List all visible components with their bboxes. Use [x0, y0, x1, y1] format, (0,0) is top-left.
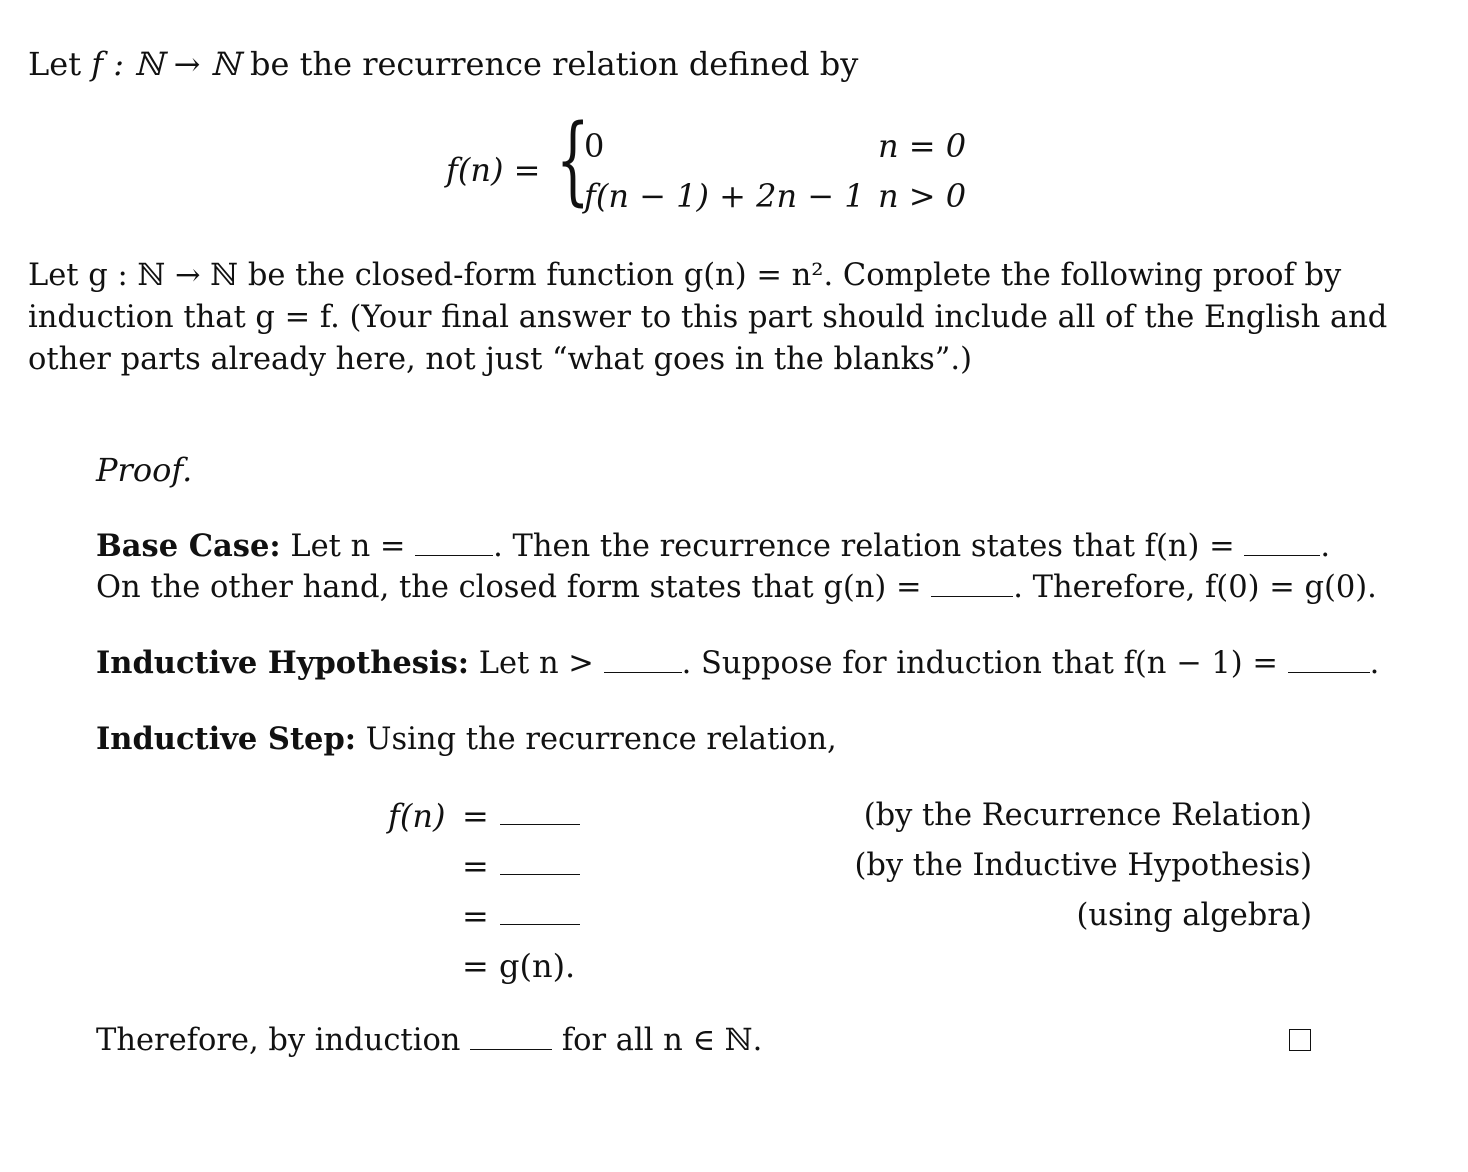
conclusion-text-1: Therefore, by induction	[96, 1023, 461, 1058]
intro-prefix: Let	[28, 45, 82, 83]
base-case-label: Base Case:	[96, 528, 281, 564]
prompt-line-3: other parts already here, not just “what goes in the blanks”.)	[28, 342, 972, 377]
step-text: Using the recurrence relation,	[365, 722, 837, 757]
reason-3: (using algebra)	[1076, 898, 1312, 933]
base-case-text-5: . Therefore, f(0) = g(0).	[1013, 570, 1377, 605]
case1-condition: n = 0	[878, 127, 967, 165]
blank-step-1[interactable]	[500, 800, 580, 825]
conclusion-line	[96, 1021, 762, 1061]
case1-value: 0	[584, 127, 605, 165]
blank-base-f[interactable]	[1244, 531, 1320, 556]
derivation-lhs: f(n)	[388, 797, 446, 835]
intro-line	[28, 44, 858, 84]
blank-step-3[interactable]	[500, 900, 580, 925]
derivation-eq-3: =	[462, 897, 489, 935]
blank-base-g[interactable]	[931, 572, 1013, 597]
hypothesis-text-1: Let n >	[478, 646, 594, 681]
base-case-line-1	[96, 526, 1330, 567]
reason-2: (by the Inductive Hypothesis)	[854, 848, 1312, 883]
definition-lhs: f(n) =	[446, 151, 541, 189]
case2-condition: n > 0	[878, 177, 967, 215]
blank-conclusion[interactable]	[470, 1025, 552, 1050]
derivation-eq-1: =	[462, 797, 489, 835]
step-label: Inductive Step:	[96, 721, 357, 757]
hypothesis-text-3: .	[1369, 646, 1380, 681]
intro-suffix: be the recurrence relation defined by	[250, 45, 859, 83]
derivation-eq-2: =	[462, 847, 489, 885]
derivation-final: = g(n).	[462, 947, 576, 985]
blank-base-n[interactable]	[415, 531, 493, 556]
qed-square-icon	[1289, 1029, 1311, 1051]
step-line	[96, 719, 837, 760]
blank-hyp-f[interactable]	[1288, 648, 1370, 673]
hypothesis-label: Inductive Hypothesis:	[96, 645, 469, 681]
hypothesis-line	[96, 643, 1379, 684]
left-brace: {	[556, 104, 590, 216]
base-case-line-2	[96, 568, 1377, 608]
reason-1: (by the Recurrence Relation)	[863, 798, 1312, 833]
blank-hyp-n[interactable]	[604, 648, 682, 673]
base-case-text-2: . Then the recurrence relation states that f(n) =	[493, 529, 1235, 564]
blank-step-2[interactable]	[500, 850, 580, 875]
case2-value: f(n − 1) + 2n − 1	[584, 177, 865, 215]
base-case-text-3: .	[1320, 529, 1331, 564]
prompt-line-2: induction that g = f. (Your final answer to this part should include all of the English and	[28, 300, 1388, 335]
base-case-text-1: Let n =	[290, 529, 406, 564]
base-case-text-4: On the other hand, the closed form states that g(n) =	[96, 570, 922, 605]
conclusion-text-2: for all n ∈ ℕ.	[561, 1023, 763, 1058]
proof-heading: Proof.	[96, 451, 193, 489]
hypothesis-text-2: . Suppose for induction that f(n − 1) =	[681, 646, 1278, 681]
prompt-line-1: Let g : ℕ → ℕ be the closed-form function g(n) = n². Complete the following proof by	[28, 258, 1342, 293]
f-mapping: f : ℕ → ℕ	[91, 45, 240, 83]
